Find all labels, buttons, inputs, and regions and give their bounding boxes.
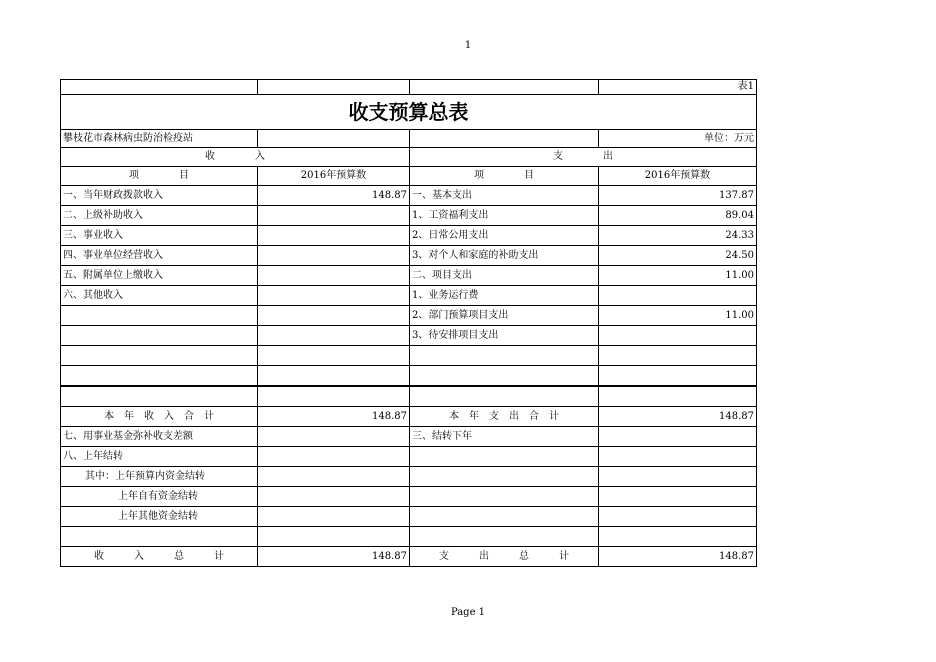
grand-income-label: 收 入 总 计 — [61, 547, 258, 567]
table-row — [61, 306, 757, 326]
expense-item: 2、日常公用支出 — [410, 226, 599, 246]
budget-summary-table — [60, 79, 757, 567]
unit-label: 单位：万元 — [599, 130, 757, 148]
year-expense-total: 148.87 — [599, 407, 757, 427]
expense-item: 三、结转下年 — [410, 427, 599, 447]
income-item: 三、事业收入 — [61, 226, 258, 246]
income-item: 八、上年结转 — [61, 447, 258, 467]
table-row — [61, 186, 757, 206]
page-title: 收支预算总表 — [61, 95, 757, 130]
expense-item-header: 项 目 — [410, 167, 599, 186]
table-row — [61, 507, 757, 527]
table-row — [61, 366, 757, 387]
expense-item: 一、基本支出 — [410, 186, 599, 206]
income-item: 上年其他资金结转 — [61, 507, 258, 527]
table-row — [61, 246, 757, 266]
grand-total-row — [61, 547, 757, 567]
expense-item: 1、工资福利支出 — [410, 206, 599, 226]
income-item: 六、其他收入 — [61, 286, 258, 306]
income-amount — [258, 226, 410, 246]
table-row — [61, 346, 757, 366]
income-item: 一、当年财政拨款收入 — [61, 186, 258, 206]
year-income-total-label: 本 年 收 入 合 计 — [61, 407, 258, 427]
expense-group-header: 支 出 — [410, 148, 757, 167]
expense-amount — [599, 326, 757, 346]
table-row — [61, 447, 757, 467]
income-item: 上年自有资金结转 — [61, 487, 258, 507]
income-item: 二、上级补助收入 — [61, 206, 258, 226]
table-row — [61, 427, 757, 447]
expense-item: 3、待安排项目支出 — [410, 326, 599, 346]
expense-amount — [599, 286, 757, 306]
expense-item: 3、对个人和家庭的补助支出 — [410, 246, 599, 266]
year-income-total: 148.87 — [258, 407, 410, 427]
expense-amount: 11.00 — [599, 266, 757, 286]
income-item-header: 项 目 — [61, 167, 258, 186]
income-amount — [258, 286, 410, 306]
income-item — [61, 326, 258, 346]
expense-amount: 89.04 — [599, 206, 757, 226]
income-amount — [258, 266, 410, 286]
income-amount-header: 2016年预算数 — [258, 167, 410, 186]
table-row — [61, 206, 757, 226]
table-row — [61, 487, 757, 507]
page-number-top: 1 — [464, 40, 472, 51]
table-row — [61, 266, 757, 286]
income-item: 四、事业单位经营收入 — [61, 246, 258, 266]
table-tag-row — [61, 80, 757, 95]
income-amount — [258, 306, 410, 326]
expense-item: 2、部门预算项目支出 — [410, 306, 599, 326]
income-group-header: 收 入 — [61, 148, 410, 167]
income-amount — [258, 206, 410, 226]
year-expense-total-label: 本 年 支 出 合 计 — [410, 407, 599, 427]
year-total-row — [61, 407, 757, 427]
income-amount: 148.87 — [258, 186, 410, 206]
expense-amount: 11.00 — [599, 306, 757, 326]
table-row — [61, 527, 757, 547]
income-item — [61, 306, 258, 326]
org-row — [61, 130, 757, 148]
grand-expense-total: 148.87 — [599, 547, 757, 567]
page-footer: Page 1 — [450, 607, 486, 618]
expense-amount: 137.87 — [599, 186, 757, 206]
grand-expense-label: 支 出 总 计 — [410, 547, 599, 567]
expense-item: 1、业务运行费 — [410, 286, 599, 306]
income-item: 其中：上年预算内资金结转 — [61, 467, 258, 487]
grand-income-total: 148.87 — [258, 547, 410, 567]
income-amount — [258, 246, 410, 266]
expense-amount-header: 2016年预算数 — [599, 167, 757, 186]
expense-amount: 24.50 — [599, 246, 757, 266]
income-item: 五、附属单位上缴收入 — [61, 266, 258, 286]
income-item: 七、用事业基金弥补收支差额 — [61, 427, 258, 447]
table-row — [61, 386, 757, 407]
table-row — [61, 286, 757, 306]
table-row — [61, 326, 757, 346]
expense-item: 二、项目支出 — [410, 266, 599, 286]
org-name: 攀枝花市森林病虫防治检疫站 — [61, 130, 258, 148]
table-tag: 表1 — [599, 80, 757, 95]
expense-amount: 24.33 — [599, 226, 757, 246]
income-amount — [258, 326, 410, 346]
table-row — [61, 467, 757, 487]
table-row — [61, 226, 757, 246]
